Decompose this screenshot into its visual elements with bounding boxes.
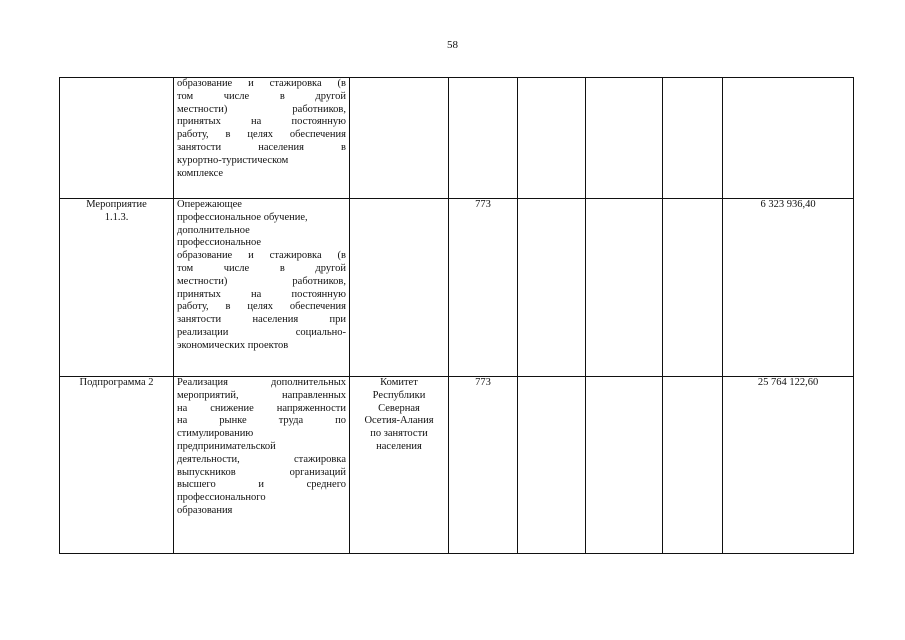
executor-cell [350, 199, 449, 377]
description-line: образование и стажировка (в [177, 78, 346, 89]
description-line: том числе в другой [177, 90, 346, 102]
executor-line: Комитет [380, 377, 418, 388]
description-line: занятости населения в [177, 141, 346, 153]
description-line: образование и стажировка (в [177, 250, 346, 262]
description-line: на рынке труда по [177, 415, 346, 427]
description-line: принятых на постоянную [177, 288, 346, 300]
description-line: стимулированию [177, 428, 254, 440]
measure-description-cell [174, 199, 350, 377]
measure-name-line: 1.1.3. [104, 211, 129, 223]
column-6-cell [586, 78, 663, 199]
description-line: деятельности, стажировка [177, 453, 346, 465]
column-6-cell [586, 377, 663, 554]
column-5-cell [518, 78, 586, 199]
measure-name-cell [60, 199, 174, 377]
description-line: на снижение напряженности [177, 402, 346, 414]
description-line: работу, в целях обеспечения [177, 301, 346, 313]
measure-description-cell [174, 377, 350, 554]
description-line: местности) работников, [177, 103, 346, 115]
description-line: экономических проектов [177, 339, 289, 351]
amount-cell [723, 78, 854, 199]
description-line: комплексе [177, 167, 224, 179]
executor-line: Северная [378, 402, 420, 414]
description-line: профессиональное обучение, [177, 211, 308, 223]
column-7-cell [663, 199, 723, 377]
description-line: том числе в другой [177, 262, 346, 274]
description-line: профессиональное [177, 237, 262, 249]
measure-description-cell [174, 78, 350, 199]
column-7-cell [663, 377, 723, 554]
measure-name-line: Мероприятие [86, 199, 147, 210]
description-line: высшего и среднего [177, 479, 346, 491]
measure-name-cell [60, 377, 174, 554]
page-number: 58 [447, 39, 458, 51]
executor-line: населения [376, 440, 422, 452]
executor-line: Осетия-Алания [364, 415, 434, 427]
description-line: выпускников организаций [177, 466, 346, 478]
description-line: местности) работников, [177, 275, 346, 287]
description-line: Опережающее [177, 199, 242, 210]
column-5-cell [518, 377, 586, 554]
amount-cell: 6 323 936,40 [723, 199, 854, 377]
table-row [60, 377, 854, 554]
measure-name-cell [60, 78, 174, 199]
description-line: занятости населения при [177, 314, 346, 326]
code-cell [449, 78, 518, 199]
column-7-cell [663, 78, 723, 199]
column-5-cell [518, 199, 586, 377]
measure-name-line: Подпрограмма 2 [79, 377, 154, 388]
code-cell: 773 [449, 377, 518, 554]
executor-line: Республики [372, 389, 426, 401]
executor-cell [350, 377, 449, 554]
description-line: Реализация дополнительных [177, 377, 346, 388]
description-line: курортно-туристическом [177, 154, 289, 166]
description-line: мероприятий, направленных [177, 389, 346, 401]
code-cell: 773 [449, 199, 518, 377]
budget-table [59, 77, 854, 554]
amount-cell: 25 764 122,60 [723, 377, 854, 554]
description-line: профессионального [177, 492, 266, 504]
column-6-cell [586, 199, 663, 377]
executor-cell [350, 78, 449, 199]
table-row [60, 199, 854, 377]
description-line: реализации социально- [177, 326, 346, 338]
description-line: дополнительное [177, 224, 250, 236]
description-line: предпринимательской [177, 440, 276, 452]
executor-line: по занятости [370, 428, 428, 440]
description-line: образования [177, 504, 233, 516]
description-line: работу, в целях обеспечения [177, 129, 346, 141]
description-line: принятых на постоянную [177, 116, 346, 128]
table-row [60, 78, 854, 199]
